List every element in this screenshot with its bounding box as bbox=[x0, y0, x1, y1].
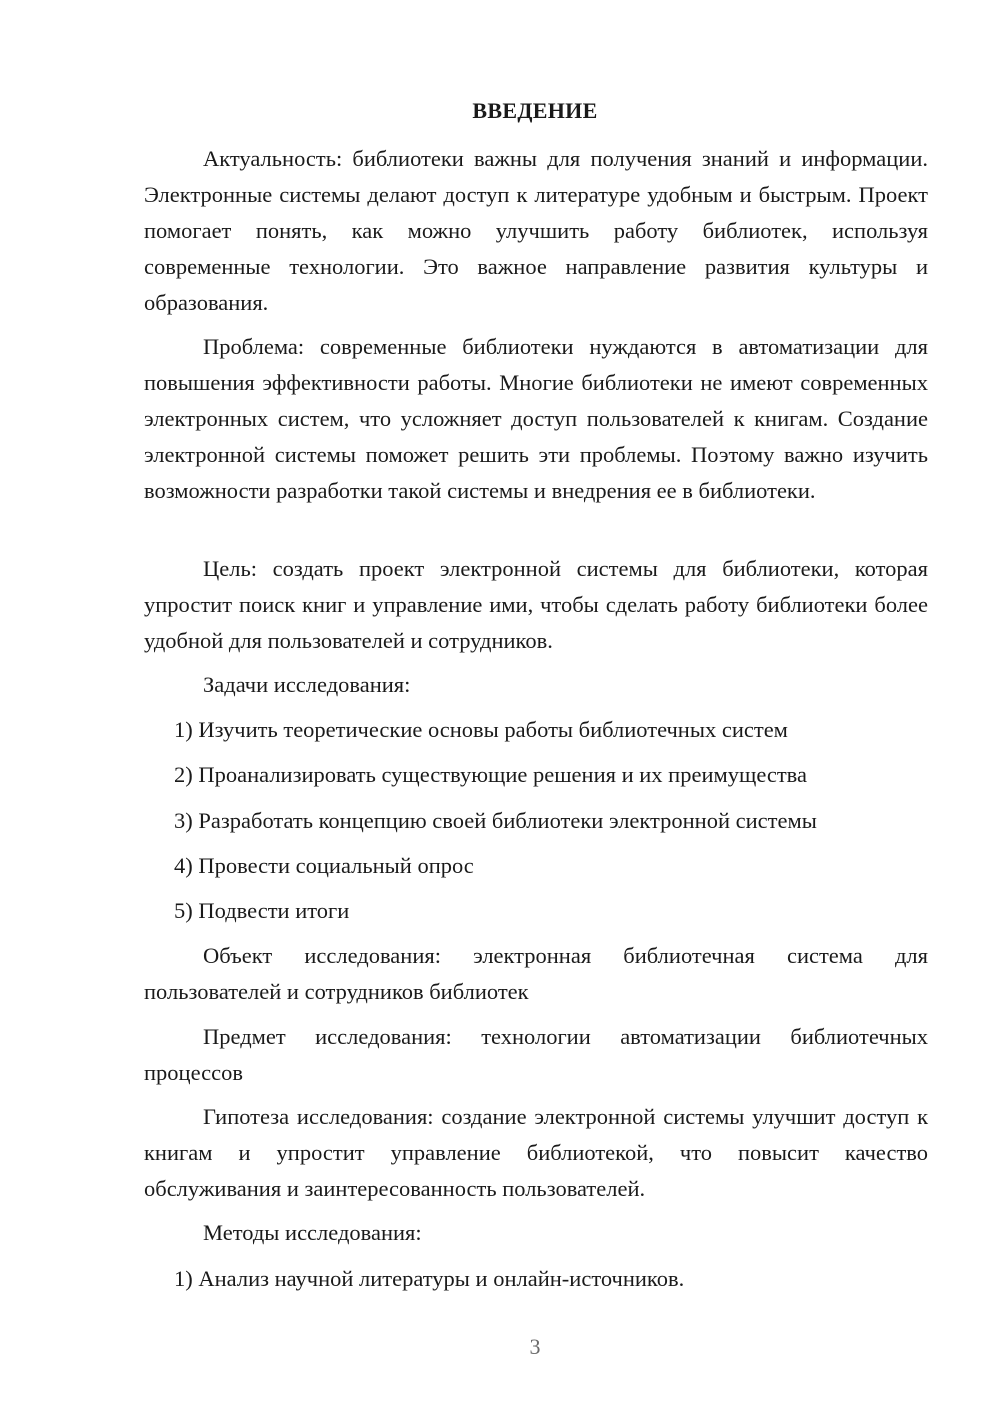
task-item-5: 5) Подвести итоги bbox=[174, 898, 350, 923]
task-item-2: 2) Проанализировать существующие решения и их преимущества bbox=[174, 762, 807, 787]
methods-heading: Методы исследования: bbox=[203, 1220, 422, 1245]
method-item-1: 1) Анализ научной литературы и онлайн-источников. bbox=[174, 1266, 685, 1291]
tasks-heading: Задачи исследования: bbox=[203, 672, 411, 697]
subject-paragraph: Предмет исследования: технологии автоматизации библиотечных процессов bbox=[144, 1024, 928, 1085]
task-item-3: 3) Разработать концепцию своей библиотеки электронной системы bbox=[174, 808, 817, 833]
task-item-4: 4) Провести социальный опрос bbox=[174, 853, 474, 878]
page-number: 3 bbox=[529, 1334, 541, 1359]
hypothesis-paragraph: Гипотеза исследования: создание электронной системы улучшит доступ к книгам и упростит управление библиотекой, что повысит качество обслуживания и заинтересованность пользователей. bbox=[144, 1104, 928, 1201]
problem-paragraph: Проблема: современные библиотеки нуждаются в автоматизации для повышения эффективности работы. Многие библиотеки не имеют современных электронных систем, что усложняет доступ пользователей к книгам. Создание электронной системы поможет решить эти проблемы. Поэтому важно изучить возможности разработки такой системы и внедрения ее в библиотеки. bbox=[144, 334, 928, 503]
relevance-paragraph: Актуальность: библиотеки важны для получения знаний и информации. Электронные системы делают доступ к литературе удобным и быстрым. Проект помогает понять, как можно улучшить работу библиотек, используя современные технологии. Это важное направление развития культуры и образования. bbox=[144, 146, 928, 315]
page-title: ВВЕДЕНИЕ bbox=[472, 98, 598, 123]
task-item-1: 1) Изучить теоретические основы работы библиотечных систем bbox=[174, 717, 788, 742]
goal-paragraph: Цель: создать проект электронной системы для библиотеки, которая упростит поиск книг и управление ими, чтобы сделать работу библиотеки более удобной для пользователей и сотрудников. bbox=[144, 556, 928, 653]
object-paragraph: Объект исследования: электронная библиотечная система для пользователей и сотрудников библиотек bbox=[144, 943, 928, 1004]
